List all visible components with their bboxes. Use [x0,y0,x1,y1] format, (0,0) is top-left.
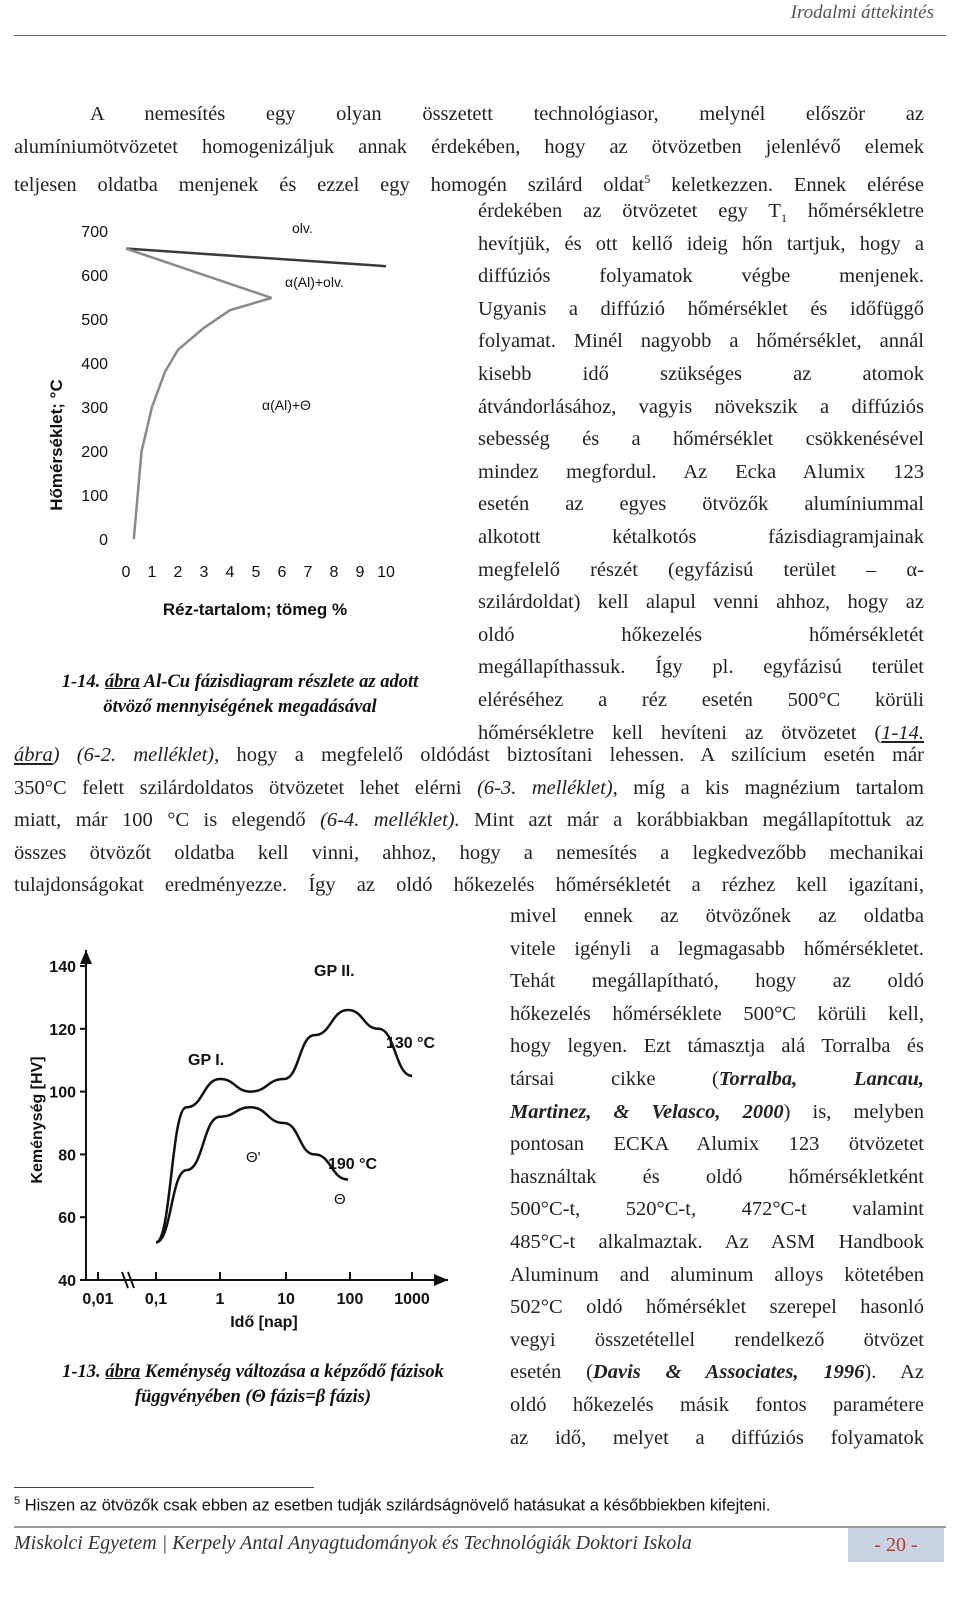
citation: Torralba, Lancau, [718,1067,924,1090]
text-line: kisebb idő szükséges az atomok [478,362,924,385]
region-label-two-phase: α(Al)+olv. [285,274,344,290]
text-line: pontosan ECKA Alumix 123 ötvözetet [510,1133,924,1156]
text-line: tulajdonságokat eredményezze. Így az oldó hőkezelés hőmérsékletét a rézhez kell igazítani, [14,874,924,897]
text-line: teljesen oldatba menjenek és ezzel egy homogén szilárd oldat$^5$ keletkezzen. Ennek elérése [14,172,924,197]
text-line: 502°C oldó hőmérséklet szerepel hasonló [510,1296,924,1319]
text-line: hőmérsékletre kell hevíteni az ötvözetet (1-14. [478,721,924,744]
y-tick-label: 60 [58,1210,76,1228]
text-line: összes ötvözőt oldatba kell vinni, ahhoz, hogy a nemesítés a legkedvezőbb mechanikai [14,841,924,864]
x-axis-label: Idő [nap] [230,1314,298,1331]
y-tick-label: 300 [81,400,108,417]
figure-ref-link[interactable]: ábra [14,744,53,766]
phase-diagram-figure [30,205,460,635]
text-line: használtak és oldó hőmérsékletként [510,1165,924,1188]
x-axis-arrow [434,1274,448,1286]
running-header: Irodalmi áttekintés [790,2,934,23]
x-axis-label: Réz-tartalom; tömeg % [162,600,348,619]
x-tick-label: 8 [329,564,339,581]
y-axis-label: Hőmérséklet; °C [47,379,66,511]
x-tick-label: 0,1 [144,1291,168,1308]
y-tick-label: 140 [49,959,76,976]
region-label-alpha-theta: α(Al)+Θ [262,397,311,413]
text-line: diffúziós folyamatok végbe menjenek. [478,265,924,288]
text-line: társai cikke (Torralba, Lancau, [510,1067,924,1090]
text-line: esetén az egyes ötvözők alumíniummal [478,493,924,516]
text-line: Tehát megállapítható, hogy az oldó [510,970,924,993]
text-line: Martinez, & Velasco, 2000) is, melyben [510,1100,925,1123]
y-tick-label: 80 [58,1147,76,1165]
x-tick-label: 4 [225,564,235,581]
text-line: hőkezelés hőmérséklete 500°C körüli kell, [510,1002,924,1025]
text-line: az idő, melyet a diffúziós folyamatok [510,1426,924,1449]
text-line: hogy legyen. Ezt támasztja alá Torralba és [510,1035,924,1058]
x-tick-label: 100 [336,1291,364,1308]
text-line: folyamat. Minél nagyobb a hőmérséklet, annál [478,330,924,353]
text-line: érdekében az ötvözetet egy $T_1$ hőmérsékletre [478,200,924,226]
series-line-solvus [134,298,272,539]
right-column-text-2 [510,900,924,1454]
phase-diagram-lines [126,249,386,539]
text-line: mivel ennek az ötvözőnek az oldatba [510,905,924,927]
y-tick-label: 40 [58,1273,76,1290]
footnote: $^5$ Hiszen az ötvözők csak ebben az esetben tudják szilárdságnövelő hatásukat a későbbiekben kifejteni. [14,1495,771,1515]
text-line: vegyi összetétellel rendelkező ötvözet [510,1328,924,1351]
y-tick-label: 100 [81,488,108,505]
hardness-curve [156,1010,412,1242]
hardness-curve [156,1107,348,1242]
text-line: hevítjük, és ott kellő ideig hőn tartjuk, hogy a [478,232,924,255]
y-tick-label: 120 [49,1021,76,1039]
text-line: 500°C-t, 520°C-t, 472°C-t valamint [510,1198,924,1221]
x-tick-label: 3 [199,564,209,581]
x-tick-label: 9 [355,564,365,581]
text-line: miatt, már 100 °C is elegendő (6-4. melléklet). Mint azt már a korábbiakban megállapítottuk az [14,809,924,832]
intro-paragraph [14,98,924,196]
text-line: A nemesítés egy olyan összetett technológiasor, melynél először az [90,103,924,125]
text-line: megállapíthassuk. Így pl. egyfázisú terület [478,656,924,679]
y-tick-label: 600 [81,268,108,285]
x-tick-label: 2 [173,564,183,581]
header-divider [14,35,946,36]
hardness-chart-lines [156,1010,412,1242]
text-line: megfelelő részét (egyfázisú terület – α- [478,558,924,581]
y-tick-label: 0 [99,532,108,549]
text-line: 350°C felett szilárdoldatos ötvözetet lehet elérni (6-3. melléklet), míg a kis magnézium tartalom [14,776,924,799]
text-line: sebesség és a hőmérséklet csökkenésével [478,428,924,451]
text-line: 485°C-t alkalmaztak. Az ASM Handbook [510,1230,924,1253]
text-line: eléréséhez a réz esetén 500°C körüli [478,688,924,711]
x-tick-label: 6 [277,564,287,581]
continuation-paragraph [14,739,924,902]
x-tick-label: 10 [377,564,395,581]
region-label-liquid: olv. [292,220,313,236]
annotation-theta-prime: Θ' [246,1149,261,1166]
footnote-divider [14,1487,314,1488]
y-tick-label: 400 [81,356,108,373]
annotation-gp1: GP I. [188,1052,225,1069]
text-line: szilárdoldat) kell alapul venni ahhoz, hogy az [478,591,924,614]
annotation-130c: 130 °C [386,1035,436,1052]
y-axis-arrow [80,950,92,964]
series-line-liquidus [126,249,386,267]
figure-caption-1-14: 1-14. ábra Al-Cu fázisdiagram részlete az adott ötvöző mennyiségének megadásával [61,672,419,717]
figure-ref-link[interactable]: 1-14. [881,721,924,744]
right-column-text [478,195,924,749]
text-line: Ugyanis a diffúzió hőmérséklet és időfüggő [478,297,924,320]
text-line: ábra) (6-2. melléklet), hogy a megfelelő oldódást biztosítani lehessen. A szilícium esetén már [14,744,924,766]
x-tick-label: 1 [215,1291,225,1308]
x-tick-label: 0 [121,564,131,581]
y-tick-label: 500 [81,312,108,329]
hardness-chart-axes [49,950,448,1308]
phase-diagram-axes [81,224,395,581]
text-line: Aluminum and aluminum alloys kötetében [510,1263,924,1286]
y-axis-label: Keménység [HV] [29,1056,46,1184]
footnote-marker: 5 [644,172,651,187]
text-line: oldó hőkezelés másik fontos paramétere [510,1393,924,1416]
figure-caption-1-13: 1-13. ábra Keménység változása a képződő fázisok függvényében (Θ fázis=β fázis) [62,1362,444,1407]
x-tick-label: 0,01 [82,1291,114,1308]
footer-divider [14,1526,946,1528]
y-tick-label: 100 [49,1084,76,1102]
text-line: vitele igényli a legmagasabb hőmérsékletet. [510,937,924,960]
x-tick-label: 5 [251,564,261,581]
text-line: átvándorlásához, vagyis növekszik a diffúziós [478,395,924,418]
text-line: esetén (Davis & Associates, 1996). Az [510,1361,924,1384]
y-tick-label: 700 [81,224,108,241]
text-line: mindez megfordul. Az Ecka Alumix 123 [478,460,924,483]
y-tick-label: 200 [81,444,108,461]
text-line: alkotott kétalkotós fázisdiagramjainak [478,525,924,548]
x-tick-label: 1000 [394,1291,430,1308]
text-line: alumíniumötvözetet homogenizáljuk annak érdekében, hogy az ötvözetben jelenlévő elemek [14,135,924,158]
page-number: - 20 - [848,1528,944,1562]
citation: Davis & Associates, 1996 [592,1361,865,1384]
footer-institution: Miskolci Egyetem | Kerpely Antal Anyagtudományok és Technológiák Doktori Iskola [14,1532,692,1554]
x-tick-label: 1 [147,564,157,581]
text-line: oldó hőkezelés hőmérsékletét [478,623,924,646]
hardness-chart-figure [28,940,468,1340]
citation: Martinez, & Velasco, 2000 [510,1100,784,1123]
annotation-gp2: GP II. [314,963,355,980]
annotation-190c: 190 °C [328,1156,378,1173]
x-tick-label: 7 [303,564,313,581]
annotation-theta: Θ [334,1191,346,1208]
x-tick-label: 10 [277,1291,295,1308]
